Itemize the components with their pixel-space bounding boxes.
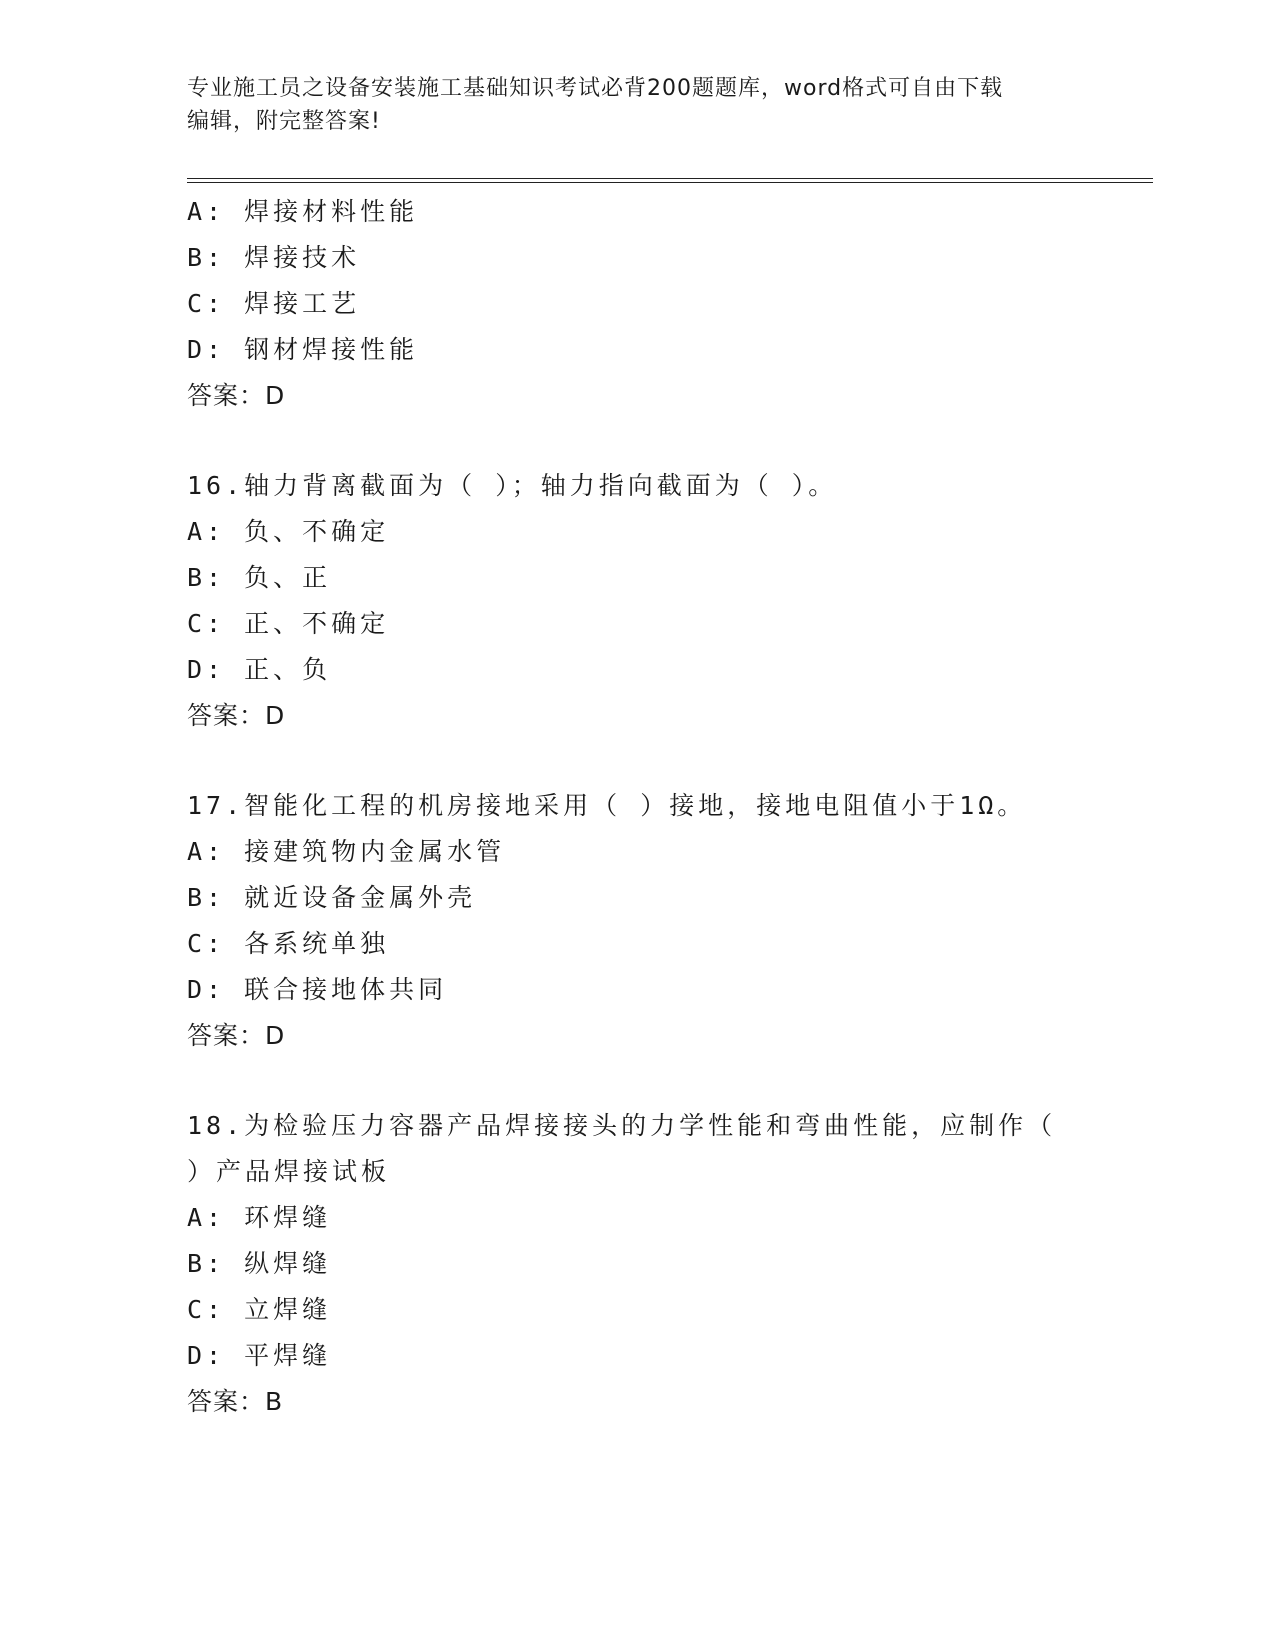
- option-a: A: 焊接材料性能: [187, 197, 419, 226]
- option-d: D: 平焊缝: [187, 1341, 332, 1370]
- option-b: B: 纵焊缝: [187, 1249, 332, 1278]
- question-text: 16.轴力背离截面为（ ）；轴力指向截面为（ ）。: [187, 471, 838, 500]
- option-c: C: 正、不确定: [187, 609, 390, 638]
- option-d: D: 联合接地体共同: [187, 975, 448, 1004]
- spacer: [187, 1059, 1117, 1103]
- option-d: D: 钢材焊接性能: [187, 335, 419, 364]
- option-b: B: 负、正: [187, 563, 332, 592]
- question-text-line-1: 18.为检验压力容器产品焊接接头的力学性能和弯曲性能，应制作（: [187, 1111, 1057, 1140]
- header-title-line-1: 专业施工员之设备安装施工基础知识考试必背200题题库，word格式可自由下载: [187, 76, 1004, 101]
- option-b: B: 焊接技术: [187, 243, 361, 272]
- answer: 答案：D: [187, 701, 286, 730]
- spacer: [187, 419, 1117, 463]
- document-header: [187, 72, 1067, 138]
- answer: 答案：B: [187, 1387, 284, 1416]
- option-c: C: 焊接工艺: [187, 289, 361, 318]
- answer: 答案：D: [187, 381, 286, 410]
- option-a: A: 环焊缝: [187, 1203, 332, 1232]
- option-a: A: 接建筑物内金属水管: [187, 837, 506, 866]
- option-b: B: 就近设备金属外壳: [187, 883, 477, 912]
- header-divider-top: [187, 178, 1153, 179]
- option-a: A: 负、不确定: [187, 517, 390, 546]
- question-list: [187, 189, 1117, 1425]
- question-text: 17.智能化工程的机房接地采用（ ）接地，接地电阻值小于1Ω。: [187, 791, 1027, 820]
- question-16: [187, 463, 1117, 739]
- header-title-line-2: 编辑，附完整答案!: [187, 109, 381, 134]
- spacer: [187, 739, 1117, 783]
- question-15: [187, 189, 1117, 419]
- header-divider-bottom: [187, 182, 1153, 183]
- answer: 答案：D: [187, 1021, 286, 1050]
- option-c: C: 立焊缝: [187, 1295, 332, 1324]
- option-d: D: 正、负: [187, 655, 332, 684]
- question-18: [187, 1103, 1117, 1425]
- option-c: C: 各系统单独: [187, 929, 390, 958]
- question-text-line-2: ）产品焊接试板: [187, 1157, 391, 1186]
- question-17: [187, 783, 1117, 1059]
